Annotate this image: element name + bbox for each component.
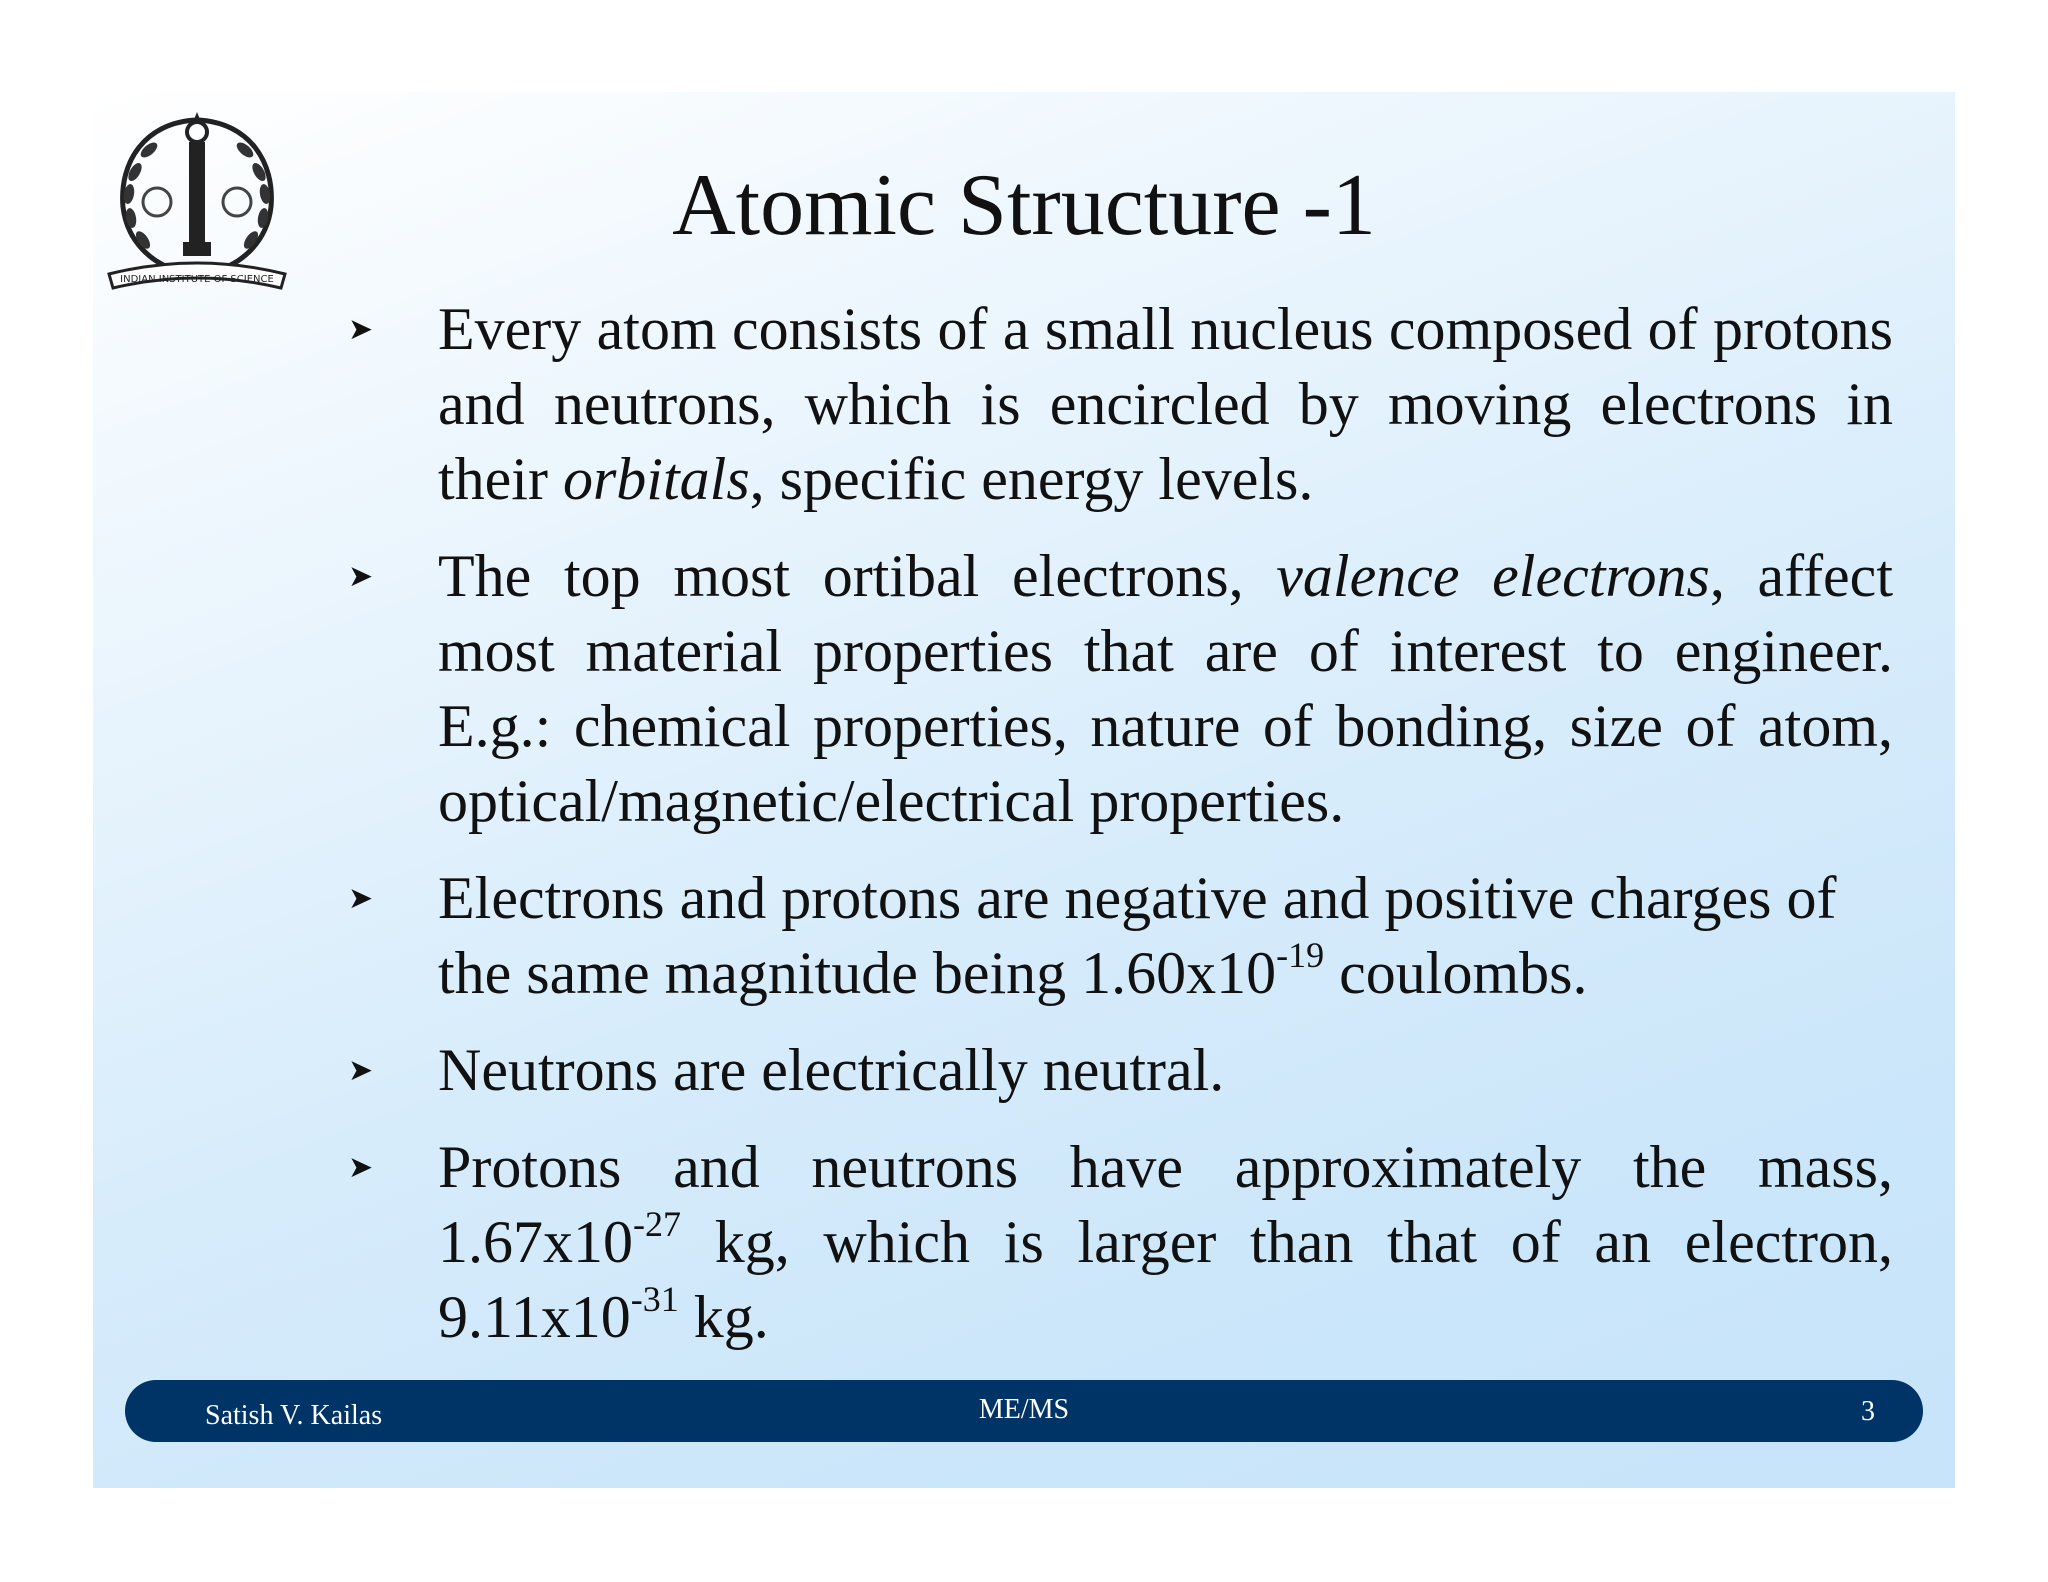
bullet-text: Neutrons are electrically neutral. (438, 1037, 1225, 1103)
bullet-item (253, 861, 1893, 1011)
bullet-item (253, 1130, 1893, 1355)
footer-course: ME/MS (978, 1394, 1070, 1425)
svg-text:INDIAN INSTITUTE OF SCIENCE: INDIAN INSTITUTE OF SCIENCE (120, 274, 274, 285)
bullet-item (253, 539, 1893, 839)
arrowhead-bullet-icon: ➤ (348, 1053, 374, 1088)
footer-bar (125, 1380, 1923, 1442)
bullet-list (253, 292, 1893, 1377)
bullet-item (253, 1033, 1893, 1108)
arrowhead-bullet-icon: ➤ (348, 881, 374, 916)
bullet-text: Every atom consists of a small nucleus composed of protons and neutrons, which is encircled by moving electrons in their orbitals, specific energy levels. (438, 296, 1893, 512)
arrowhead-bullet-icon: ➤ (348, 1150, 374, 1185)
footer-author: Satish V. Kailas (205, 1400, 383, 1431)
slide-title: Atomic Structure -1 (672, 157, 1376, 254)
bullet-item (253, 292, 1893, 517)
bullet-text: The top most ortibal electrons, valence electrons, affect most material properties that are of interest to engineer. E.g.: chemical properties, nature of bonding, size of atom, optical/magnetic/electrical properties. (438, 543, 1893, 834)
arrowhead-bullet-icon: ➤ (348, 312, 374, 347)
bullet-text: Electrons and protons are negative and positive charges of the same magnitude being $1.60x10^{-19}$ coulombs. (438, 865, 1837, 1006)
bullet-text: Protons and neutrons have approximately the mass, $1.67x10^{-27}$ kg, which is larger than that of an electron, $9.11x10^{-31}$ kg. (438, 1134, 1893, 1350)
slide (93, 92, 1955, 1488)
arrowhead-bullet-icon: ➤ (348, 559, 374, 594)
page-number: 3 (1861, 1396, 1875, 1427)
